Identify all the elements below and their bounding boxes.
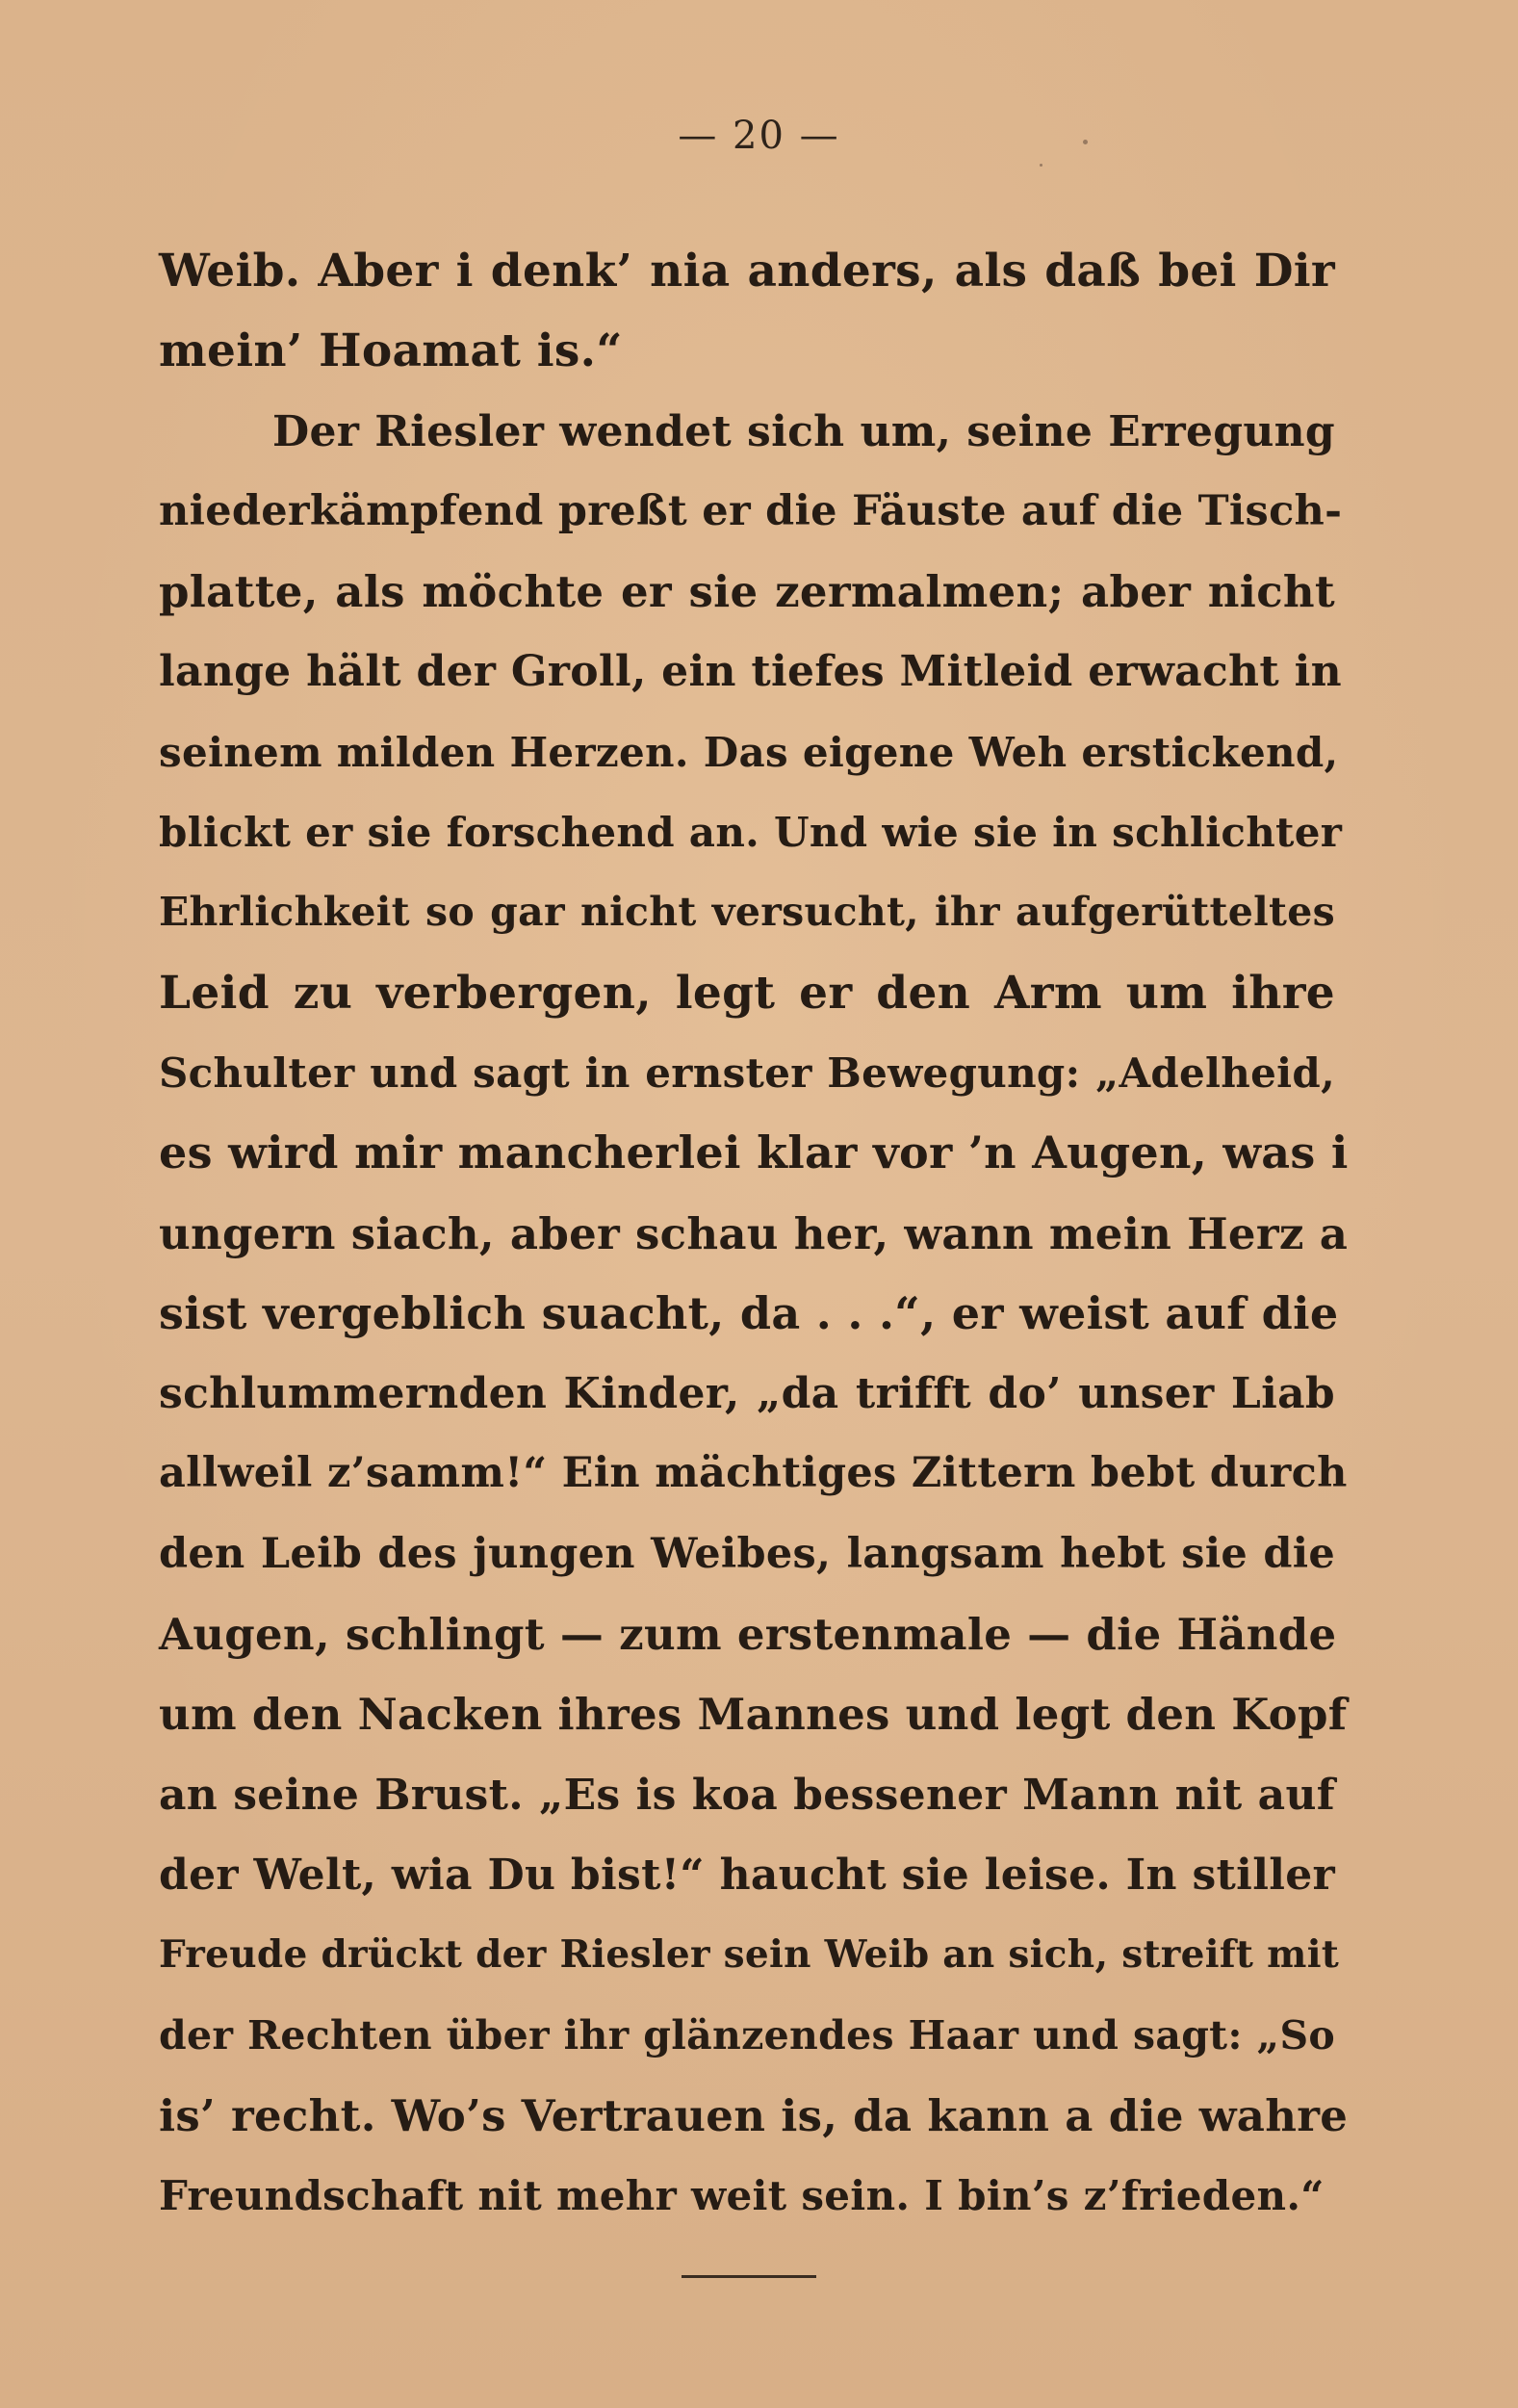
text-line: Der Riesler wendet sich um, seine Erregung <box>272 406 1335 456</box>
text-line: mein’ Hoamat is.“ <box>159 324 623 378</box>
text-line: es wird mir mancherlei klar vor ’n Augen, was i <box>159 1126 1349 1179</box>
text-line: platte, als möchte er sie zermalmen; aber nicht <box>159 566 1335 618</box>
text-line: Ehrlichkeit so gar nicht versucht, ihr aufgerütteltes <box>159 889 1335 936</box>
text-line: sist vergeblich suacht, da . . .“, er weist auf die <box>159 1286 1339 1339</box>
text-line: Weib. Aber i denk’ nia anders, als daß bei Dir <box>159 245 1335 298</box>
text-line: um den Nacken ihres Mannes und legt den Kopf <box>159 1689 1348 1741</box>
body-text <box>159 231 1349 2236</box>
text-line: schlummernden Kinder, „da trifft do’ unser Liab <box>159 1369 1335 1419</box>
text-line: den Leib des jungen Weibes, langsam hebt sie die <box>159 1529 1335 1578</box>
text-line: Leid zu verbergen, legt er den Arm um ihre <box>159 966 1335 1020</box>
text-line: seinem milden Herzen. Das eigene Weh erstickend, <box>159 728 1339 776</box>
text-line: der Rechten über ihr glänzendes Haar und sagt: „So <box>159 2011 1335 2058</box>
text-line: Augen, schlingt — zum erstenmale — die Hände <box>159 1609 1337 1661</box>
paper-speck <box>1040 164 1042 167</box>
text-line: lange hält der Groll, ein tiefes Mitleid erwacht in <box>159 647 1342 697</box>
paper-speck <box>1083 140 1088 144</box>
end-rule <box>682 2275 816 2278</box>
text-line: an seine Brust. „Es is koa bessener Mann nit auf <box>159 1770 1335 1820</box>
text-line: der Welt, wia Du bist!“ haucht sie leise. In stiller <box>159 1850 1335 1900</box>
text-line: Freundschaft nit mehr weit sein. I bin’s z’frieden.“ <box>159 2172 1325 2220</box>
text-line: blickt er sie forschend an. Und wie sie in schlichter <box>159 809 1343 857</box>
text-line: allweil z’samm!“ Ein mächtiges Zittern bebt durch <box>159 1449 1348 1498</box>
text-line: niederkämpfend preßt er die Fäuste auf die Tisch- <box>159 486 1343 535</box>
text-line: ungern siach, aber schau her, wann mein Herz a <box>159 1207 1349 1259</box>
text-line: Freude drückt der Riesler sein Weib an sich, streift mit <box>159 1932 1340 1978</box>
page-number: — 20 — <box>678 114 840 158</box>
text-line: is’ recht. Wo’s Vertrauen is, da kann a die wahre <box>159 2089 1349 2141</box>
text-line: Schulter und sagt in ernster Bewegung: „Adelheid, <box>159 1049 1335 1097</box>
